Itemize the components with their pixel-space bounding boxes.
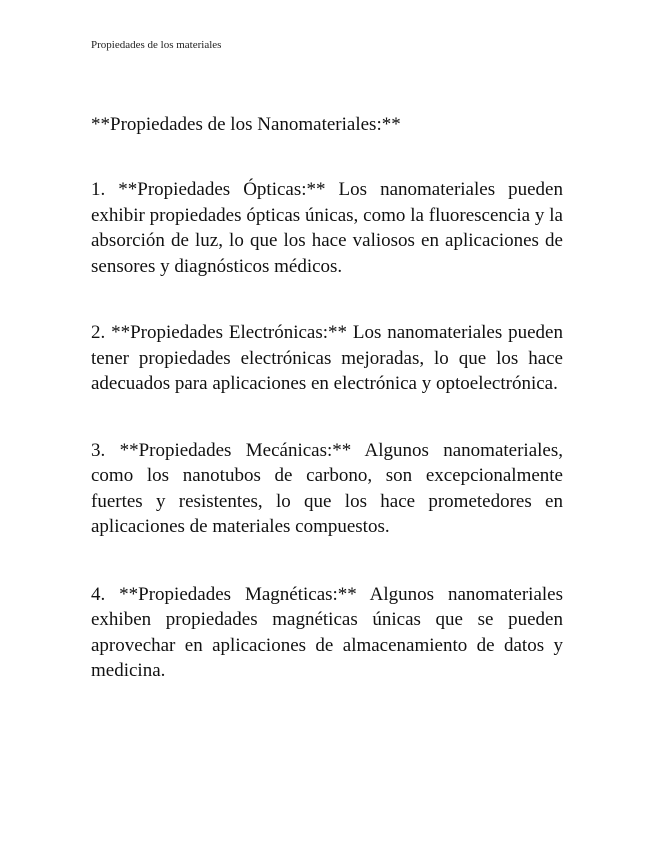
document-body (91, 113, 563, 684)
paragraph-electronic-properties: 2. **Propiedades Electrónicas:** Los nanomateriales pueden tener propiedades electrónicas mejoradas, lo que los hace adecuados para aplicaciones en electrónica y optoelectrónica. (91, 322, 563, 394)
document-heading: **Propiedades de los Nanomateriales:** (91, 114, 401, 135)
paragraph-magnetic-properties: 4. **Propiedades Magnéticas:** Algunos nanomateriales exhiben propiedades magnéticas únicas que se pueden aprovechar en aplicaciones de almacenamiento de datos y medicina. (91, 583, 563, 681)
running-header: Propiedades de los materiales (91, 39, 222, 51)
paragraph-optical-properties: 1. **Propiedades Ópticas:** Los nanomateriales pueden exhibir propiedades ópticas únicas, como la fluorescencia y la absorción de luz, lo que los hace valiosos en aplicaciones de sensores y diagnósticos médicos. (91, 179, 563, 277)
paragraph-mechanical-properties: 3. **Propiedades Mecánicas:** Algunos nanomateriales, como los nanotubos de carbono, son excepcionalmente fuertes y resistentes, lo que los hace prometedores en aplicaciones de materiales compuestos. (91, 439, 563, 537)
